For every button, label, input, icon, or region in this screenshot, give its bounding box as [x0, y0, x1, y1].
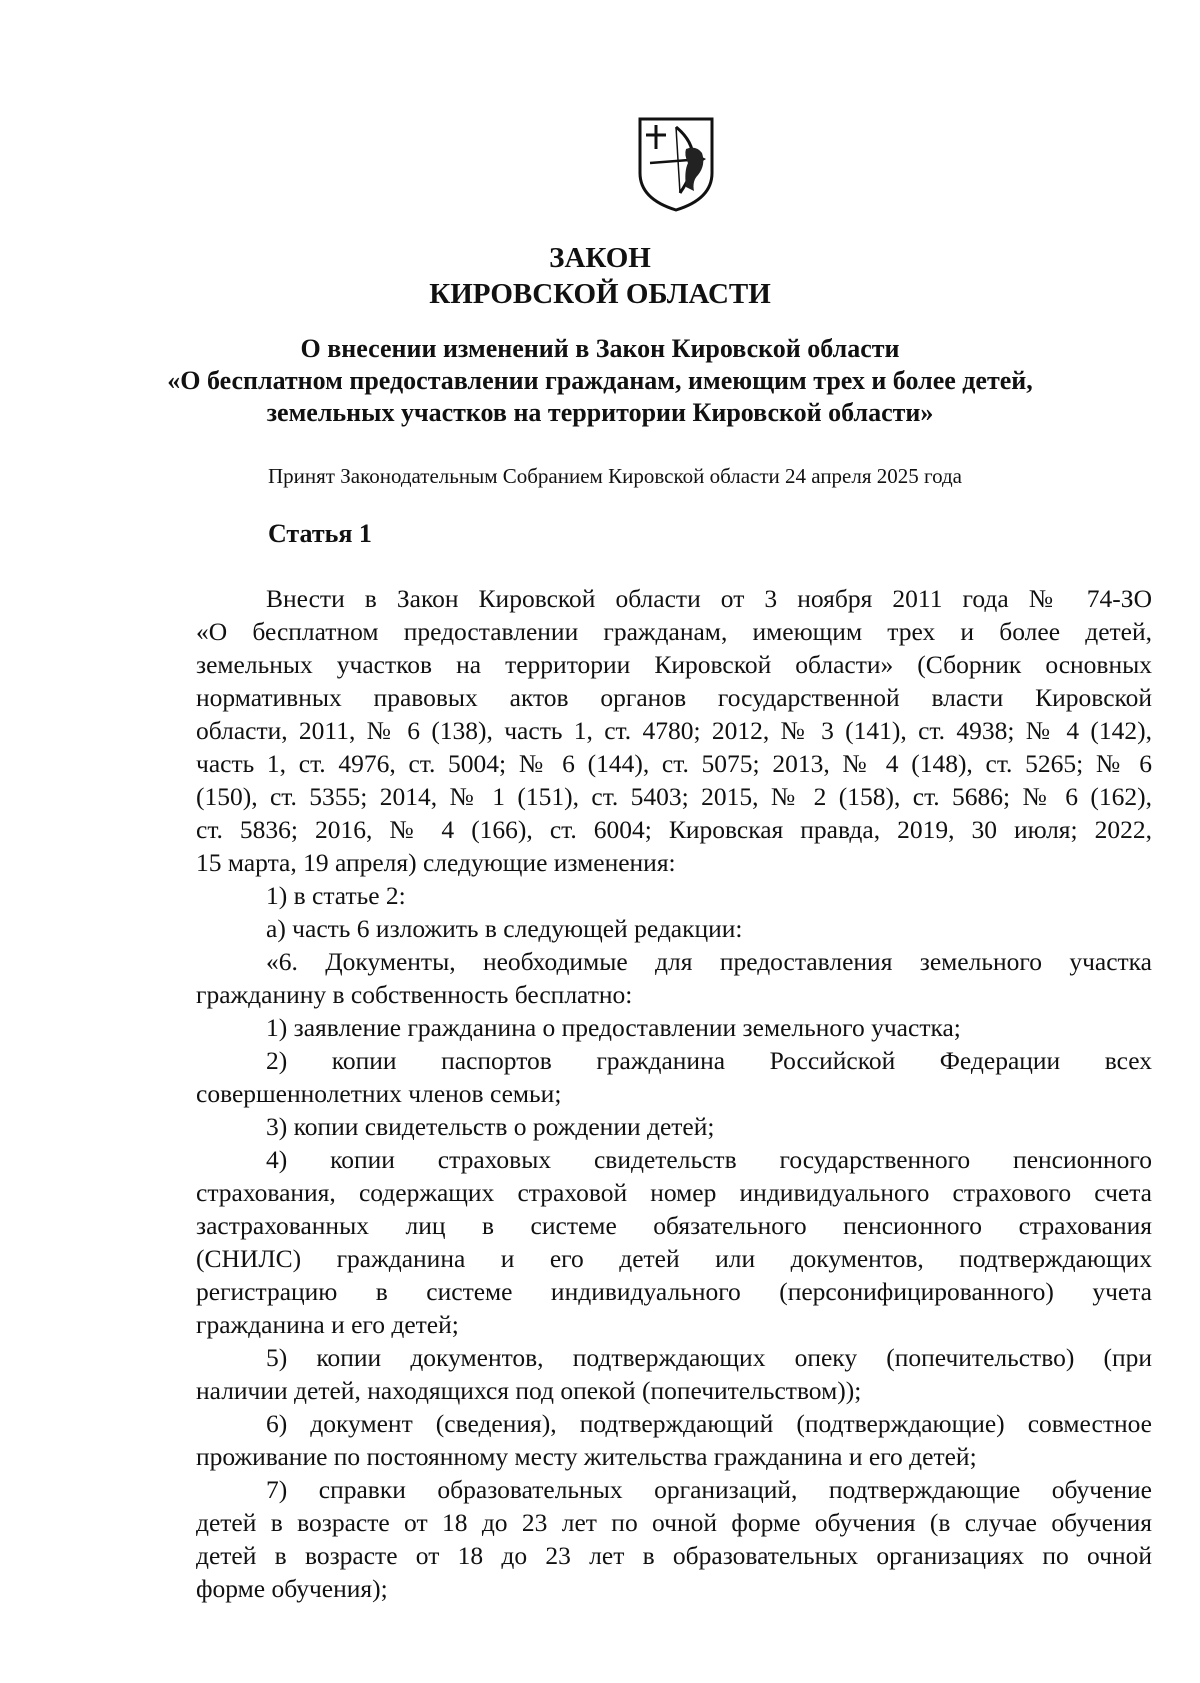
adoption-note: Принят Законодательным Собранием Кировской области 24 апреля 2025 года — [268, 464, 963, 488]
text-line: проживание по постоянному месту жительства гражданина и его детей; — [196, 1442, 977, 1471]
text-line: страхования, содержащих страховой номер индивидуального страхового счета — [196, 1178, 1152, 1207]
text-line: (СНИЛС) гражданина и его детей или документов, подтверждающих — [196, 1244, 1152, 1273]
text-line: 6) документ (сведения), подтверждающий (подтверждающие) совместное — [266, 1409, 1152, 1438]
text-line: застрахованных лиц в системе обязательного пенсионного страхования — [196, 1211, 1152, 1240]
list-item: 1) заявление гражданина о предоставлении земельного участка; — [266, 1013, 961, 1042]
law-title-line: КИРОВСКОЙ ОБЛАСТИ — [429, 278, 771, 310]
text-line: 2) копии паспортов гражданина Российской Федерации всех — [266, 1046, 1152, 1075]
text-line: (150), ст. 5355; 2014, № 1 (151), ст. 5403; 2015, № 2 (158), ст. 5686; № 6 (162), — [196, 782, 1152, 811]
article-title: Статья 1 — [268, 519, 372, 548]
coat-of-arms-icon — [636, 115, 716, 213]
text-line: ст. 5836; 2016, № 4 (166), ст. 6004; Кировская правда, 2019, 30 июля; 2022, — [196, 815, 1152, 844]
list-item — [196, 1341, 1152, 1407]
list-item: 1) в статье 2: — [266, 881, 406, 910]
text-line: часть 1, ст. 4976, ст. 5004; № 6 (144), ст. 5075; 2013, № 4 (148), ст. 5265; № 6 — [196, 749, 1152, 778]
text-line: детей в возрасте от 18 до 23 лет в образовательных организациях по очной — [196, 1541, 1152, 1570]
law-subtitle-line: земельных участков на территории Кировской области» — [266, 398, 934, 427]
paragraph-intro — [196, 582, 1152, 879]
list-item: а) часть 6 изложить в следующей редакции: — [266, 914, 743, 943]
text-line: нормативных правовых актов органов государственной власти Кировской — [196, 683, 1152, 712]
law-subtitle-line: «О бесплатном предоставлении гражданам, имеющим трех и более детей, — [167, 366, 1033, 395]
document-body — [196, 582, 1152, 1605]
text-line: 7) справки образовательных организаций, подтверждающие обучение — [266, 1475, 1152, 1504]
law-subtitle-line: О внесении изменений в Закон Кировской области — [300, 334, 900, 363]
text-line: форме обучения); — [196, 1574, 388, 1603]
text-line: регистрацию в системе индивидуального (персонифицированного) учета — [196, 1277, 1152, 1306]
list-item — [196, 1143, 1152, 1341]
text-line: совершеннолетних членов семьи; — [196, 1079, 562, 1108]
text-line: наличии детей, находящихся под опекой (попечительством)); — [196, 1376, 862, 1405]
list-item — [196, 1473, 1152, 1605]
list-item — [196, 1044, 1152, 1110]
text-line: Внести в Закон Кировской области от 3 ноября 2011 года № 74-ЗО — [266, 584, 1152, 613]
text-line: 4) копии страховых свидетельств государственного пенсионного — [266, 1145, 1152, 1174]
text-line: «О бесплатном предоставлении гражданам, имеющим трех и более детей, — [196, 617, 1152, 646]
text-line: гражданина и его детей; — [196, 1310, 459, 1339]
text-line: гражданину в собственность бесплатно: — [196, 980, 633, 1009]
list-item — [196, 1407, 1152, 1473]
text-line: детей в возрасте от 18 до 23 лет по очной форме обучения (в случае обучения — [196, 1508, 1152, 1537]
text-line: «6. Документы, необходимые для предоставления земельного участка — [266, 947, 1152, 976]
law-title — [0, 240, 1200, 312]
text-line: области, 2011, № 6 (138), часть 1, ст. 4780; 2012, № 3 (141), ст. 4938; № 4 (142), — [196, 716, 1152, 745]
law-title-line: ЗАКОН — [549, 242, 651, 274]
text-line: 15 марта, 19 апреля) следующие изменения: — [196, 848, 676, 877]
list-item: 3) копии свидетельств о рождении детей; — [266, 1112, 715, 1141]
paragraph-part6 — [196, 945, 1152, 1011]
text-line: 5) копии документов, подтверждающих опеку (попечительство) (при — [266, 1343, 1152, 1372]
text-line: земельных участков на территории Кировской области» (Сборник основных — [196, 650, 1152, 679]
law-subtitle — [0, 333, 1200, 429]
